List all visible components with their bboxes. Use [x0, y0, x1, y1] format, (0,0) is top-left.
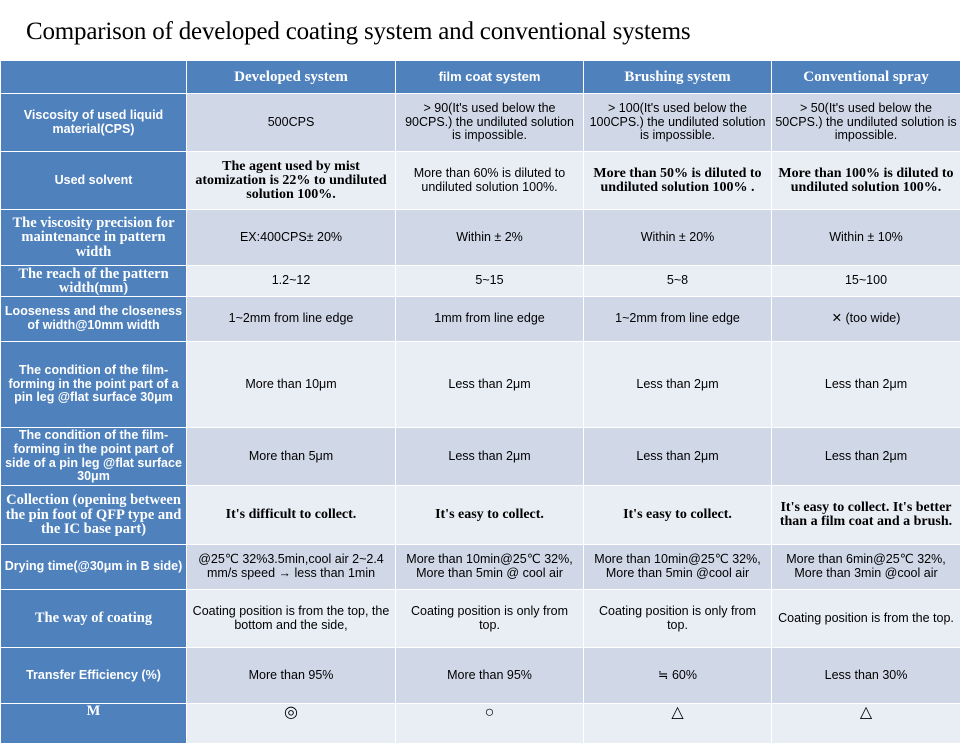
header-developed-system: Developed system — [187, 61, 396, 94]
table-cell: ✕ (too wide) — [772, 297, 960, 342]
table-cell: 1mm from line edge — [396, 297, 584, 342]
table-cell: It's difficult to collect. — [187, 486, 396, 545]
table-cell: More than 95% — [187, 648, 396, 704]
table-cell: The agent used by mist atomization is 22% to undiluted solution 100%. — [187, 152, 396, 210]
table-row — [1, 210, 960, 266]
header-conventional-spray: Conventional spray — [772, 61, 960, 94]
table-cell: 1~2mm from line edge — [584, 297, 772, 342]
table-cell: 1~2mm from line edge — [187, 297, 396, 342]
table-cell: Less than 2μm — [584, 342, 772, 428]
row-label: Used solvent — [1, 152, 187, 210]
table-row — [1, 648, 960, 704]
table-row — [1, 297, 960, 342]
table-cell: 15~100 — [772, 266, 960, 297]
table-cell: More than 6min@25℃ 32%, More than 3min @cool air — [772, 545, 960, 590]
row-label: Viscosity of used liquid material(CPS) — [1, 94, 187, 152]
row-label: The viscosity precision for maintenance in pattern width — [1, 210, 187, 266]
header-corner — [1, 61, 187, 94]
table-row — [1, 590, 960, 648]
table-cell: Less than 30% — [772, 648, 960, 704]
row-label: The way of coating — [1, 590, 187, 648]
table-row — [1, 266, 960, 297]
table-cell: ○ — [396, 704, 584, 744]
table-cell: 1.2~12 — [187, 266, 396, 297]
table-cell: It's easy to collect. It's better than a film coat and a brush. — [772, 486, 960, 545]
table-cell: It's easy to collect. — [396, 486, 584, 545]
row-label: Drying time(@30μm in B side) — [1, 545, 187, 590]
row-label: The condition of the film-forming in the point part of a pin leg @flat surface 30μm — [1, 342, 187, 428]
table-cell: Less than 2μm — [396, 428, 584, 486]
table-cell: @25℃ 32%3.5min,cool air 2~2.4 mm/s speed → less than 1min — [187, 545, 396, 590]
table-cell: Less than 2μm — [772, 428, 960, 486]
table-cell: Within ± 20% — [584, 210, 772, 266]
table-cell: ◎ — [187, 704, 396, 744]
table-cell: Coating position is only from top. — [396, 590, 584, 648]
table-cell: Less than 2μm — [772, 342, 960, 428]
row-label: M — [1, 704, 187, 744]
table-cell: More than 95% — [396, 648, 584, 704]
table-cell: △ — [584, 704, 772, 744]
row-label: The condition of the film-forming in the point part of side of a pin leg @flat surface 30μm — [1, 428, 187, 486]
table-row — [1, 94, 960, 152]
table-cell: > 100(It's used below the 100CPS.) the undiluted solution is impossible. — [584, 94, 772, 152]
table-cell: Coating position is from the top, the bottom and the side, — [187, 590, 396, 648]
table-cell: EX:400CPS± 20% — [187, 210, 396, 266]
table-cell: More than 10min@25℃ 32%, More than 5min @ cool air — [396, 545, 584, 590]
table-row — [1, 342, 960, 428]
table-cell: More than 100% is diluted to undiluted solution 100%. — [772, 152, 960, 210]
header-film-coat-system: film coat system — [396, 61, 584, 94]
row-label: The reach of the pattern width(mm) — [1, 266, 187, 297]
table-cell: More than 60% is diluted to undiluted solution 100%. — [396, 152, 584, 210]
row-label: Looseness and the closeness of width@10mm width — [1, 297, 187, 342]
table-cell: Within ± 10% — [772, 210, 960, 266]
table-row — [1, 545, 960, 590]
table-cell: More than 10μm — [187, 342, 396, 428]
table-cell: Coating position is from the top. — [772, 590, 960, 648]
page-title: Comparison of developed coating system and conventional systems — [26, 18, 690, 46]
row-label: Transfer Efficiency (%) — [1, 648, 187, 704]
table-cell: △ — [772, 704, 960, 744]
table-cell: Within ± 2% — [396, 210, 584, 266]
table-cell: 500CPS — [187, 94, 396, 152]
table-cell: Coating position is only from top. — [584, 590, 772, 648]
table-row — [1, 704, 960, 744]
table-cell: 5~15 — [396, 266, 584, 297]
table-cell: Less than 2μm — [584, 428, 772, 486]
table-cell: It's easy to collect. — [584, 486, 772, 545]
table-cell: More than 10min@25℃ 32%, More than 5min @cool air — [584, 545, 772, 590]
table-cell: More than 5μm — [187, 428, 396, 486]
header-row — [1, 61, 960, 94]
table-cell: > 90(It's used below the 90CPS.) the undiluted solution is impossible. — [396, 94, 584, 152]
table-row — [1, 428, 960, 486]
table-cell: > 50(It's used below the 50CPS.) the undiluted solution is impossible. — [772, 94, 960, 152]
table-cell: More than 50% is diluted to undiluted solution 100% . — [584, 152, 772, 210]
table-row — [1, 486, 960, 545]
table-cell: ≒ 60% — [584, 648, 772, 704]
table-row — [1, 152, 960, 210]
comparison-table — [0, 60, 960, 744]
table-cell: 5~8 — [584, 266, 772, 297]
row-label: Collection (opening between the pin foot of QFP type and the IC base part) — [1, 486, 187, 545]
header-brushing-system: Brushing system — [584, 61, 772, 94]
table-cell: Less than 2μm — [396, 342, 584, 428]
